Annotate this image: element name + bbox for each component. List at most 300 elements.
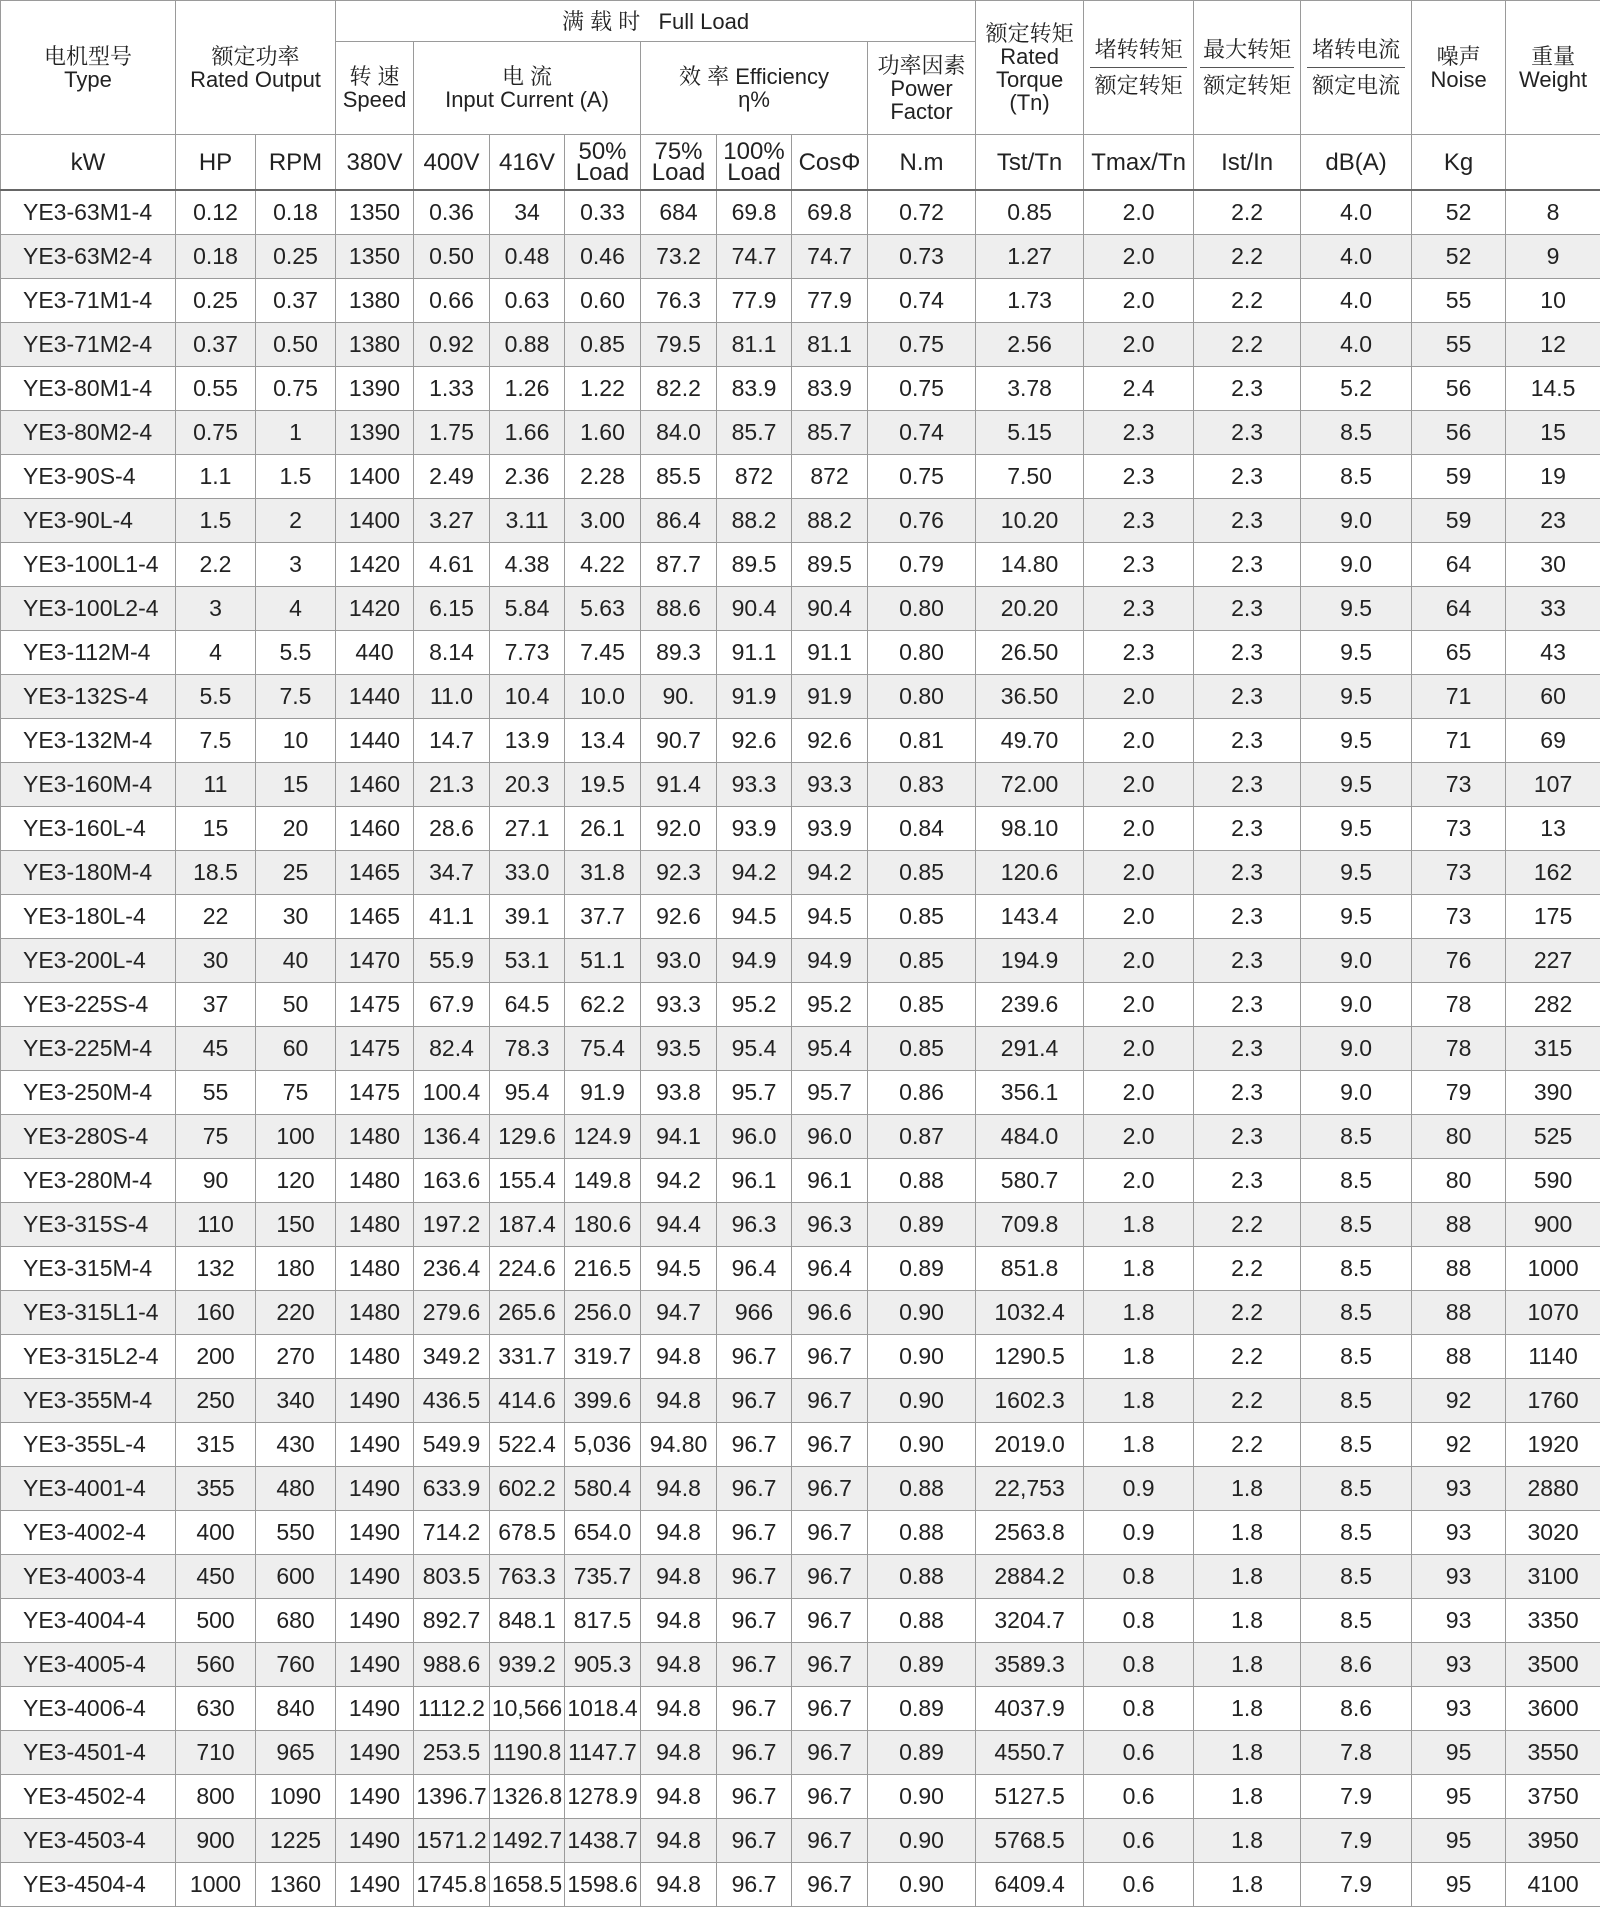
cell-tst-tn: 0.6 [1084,1819,1194,1863]
cell-rated-torque: 1.73 [976,279,1084,323]
cell-type: YE3-4005-4 [1,1643,176,1687]
cell-current-380v: 136.4 [414,1115,490,1159]
table-row [1,1467,1600,1511]
cell-noise: 93 [1412,1555,1506,1599]
cell-current-416v: 0.46 [565,235,641,279]
cell-kw: 800 [176,1775,256,1819]
table-row [1,1071,1600,1115]
cell-tst-tn: 0.9 [1084,1467,1194,1511]
cell-current-380v: 28.6 [414,807,490,851]
cell-noise: 78 [1412,983,1506,1027]
table-row [1,1687,1600,1731]
cell-tst-tn: 1.8 [1084,1247,1194,1291]
cell-type: YE3-200L-4 [1,939,176,983]
cell-ist-in: 8.5 [1301,1115,1412,1159]
cell-tmax-tn: 2.2 [1194,279,1301,323]
cell-eff-50: 90.7 [641,719,717,763]
cell-current-380v: 11.0 [414,675,490,719]
cell-tst-tn: 2.4 [1084,367,1194,411]
cell-eff-50: 92.0 [641,807,717,851]
cell-ist-in: 4.0 [1301,190,1412,235]
cell-weight: 1920 [1506,1423,1600,1467]
cell-tmax-tn: 2.3 [1194,587,1301,631]
cell-rpm: 1490 [336,1511,414,1555]
cell-rpm: 1480 [336,1247,414,1291]
table-row [1,1511,1600,1555]
cell-eff-75: 90.4 [717,587,792,631]
cell-ist-in: 9.0 [1301,1071,1412,1115]
cell-kw: 560 [176,1643,256,1687]
cell-ist-in: 4.0 [1301,323,1412,367]
cell-kw: 55 [176,1071,256,1115]
table-row [1,1247,1600,1291]
cell-current-400v: 20.3 [490,763,565,807]
cell-eff-100: 96.7 [792,1555,868,1599]
cell-eff-100: 96.0 [792,1115,868,1159]
cell-cos-phi: 0.74 [868,411,976,455]
cell-noise: 73 [1412,763,1506,807]
cell-rated-torque: 1.27 [976,235,1084,279]
table-row [1,763,1600,807]
cell-weight: 525 [1506,1115,1600,1159]
cell-weight: 15 [1506,411,1600,455]
cell-current-400v: 33.0 [490,851,565,895]
cell-current-400v: 27.1 [490,807,565,851]
cell-rpm: 440 [336,631,414,675]
cell-type: YE3-4006-4 [1,1687,176,1731]
cell-noise: 95 [1412,1775,1506,1819]
cell-current-416v: 5.63 [565,587,641,631]
cell-ist-in: 8.5 [1301,1423,1412,1467]
cell-ist-in: 9.0 [1301,543,1412,587]
cell-noise: 52 [1412,190,1506,235]
cell-current-416v: 62.2 [565,983,641,1027]
cell-tst-tn: 2.0 [1084,763,1194,807]
cell-ist-in: 9.0 [1301,499,1412,543]
cell-ist-in: 8.5 [1301,1599,1412,1643]
cell-eff-50: 94.8 [641,1379,717,1423]
cell-tmax-tn: 1.8 [1194,1863,1301,1907]
cell-kw: 200 [176,1335,256,1379]
cell-tst-tn: 1.8 [1084,1423,1194,1467]
cell-rpm: 1380 [336,279,414,323]
cell-kw: 7.5 [176,719,256,763]
cell-current-380v: 34.7 [414,851,490,895]
cell-rated-torque: 1290.5 [976,1335,1084,1379]
cell-noise: 73 [1412,807,1506,851]
unit-rpm: RPM [256,135,336,191]
cell-eff-100: 96.7 [792,1511,868,1555]
cell-hp: 15 [256,763,336,807]
cell-ist-in: 8.5 [1301,1335,1412,1379]
unit-380v: 380V [336,135,414,191]
cell-rpm: 1490 [336,1863,414,1907]
cell-weight: 107 [1506,763,1600,807]
cell-eff-75: 96.7 [717,1599,792,1643]
cell-eff-100: 96.7 [792,1731,868,1775]
cell-current-380v: 714.2 [414,1511,490,1555]
cell-eff-75: 96.7 [717,1687,792,1731]
cell-hp: 5.5 [256,631,336,675]
cell-rpm: 1490 [336,1643,414,1687]
cell-current-416v: 735.7 [565,1555,641,1599]
header-type: 电机型号 Type [1,1,176,135]
cell-type: YE3-315M-4 [1,1247,176,1291]
cell-kw: 0.37 [176,323,256,367]
cell-eff-75: 95.2 [717,983,792,1027]
cell-eff-50: 86.4 [641,499,717,543]
cell-current-400v: 1658.5 [490,1863,565,1907]
cell-kw: 160 [176,1291,256,1335]
cell-tst-tn: 2.0 [1084,279,1194,323]
cell-eff-75: 89.5 [717,543,792,587]
cell-rpm: 1380 [336,323,414,367]
cell-current-400v: 2.36 [490,455,565,499]
cell-current-400v: 1190.8 [490,1731,565,1775]
cell-kw: 11 [176,763,256,807]
cell-current-416v: 1147.7 [565,1731,641,1775]
cell-rpm: 1490 [336,1467,414,1511]
table-row [1,1555,1600,1599]
cell-tst-tn: 2.0 [1084,719,1194,763]
cell-current-400v: 13.9 [490,719,565,763]
cell-cos-phi: 0.90 [868,1863,976,1907]
cell-tst-tn: 2.0 [1084,675,1194,719]
cell-rpm: 1480 [336,1335,414,1379]
cell-weight: 8 [1506,190,1600,235]
cell-eff-75: 81.1 [717,323,792,367]
header-rated-output: 额定功率 Rated Output [176,1,336,135]
cell-eff-50: 94.8 [641,1863,717,1907]
cell-noise: 59 [1412,455,1506,499]
cell-eff-50: 73.2 [641,235,717,279]
cell-current-416v: 399.6 [565,1379,641,1423]
cell-kw: 18.5 [176,851,256,895]
cell-type: YE3-160L-4 [1,807,176,851]
cell-hp: 840 [256,1687,336,1731]
cell-cos-phi: 0.86 [868,1071,976,1115]
cell-current-380v: 1112.2 [414,1687,490,1731]
cell-tst-tn: 0.6 [1084,1731,1194,1775]
cell-tmax-tn: 1.8 [1194,1775,1301,1819]
table-row [1,1291,1600,1335]
cell-hp: 20 [256,807,336,851]
unit-416v: 416V [490,135,565,191]
cell-ist-in: 8.5 [1301,1379,1412,1423]
cell-current-380v: 0.66 [414,279,490,323]
cell-current-416v: 26.1 [565,807,641,851]
table-row [1,1027,1600,1071]
cell-eff-75: 74.7 [717,235,792,279]
cell-current-400v: 34 [490,190,565,235]
cell-tst-tn: 1.8 [1084,1335,1194,1379]
cell-current-416v: 13.4 [565,719,641,763]
table-row [1,719,1600,763]
cell-eff-50: 94.8 [641,1335,717,1379]
cell-eff-100: 96.7 [792,1819,868,1863]
cell-ist-in: 8.5 [1301,411,1412,455]
cell-rated-torque: 14.80 [976,543,1084,587]
cell-eff-50: 82.2 [641,367,717,411]
cell-kw: 355 [176,1467,256,1511]
cell-noise: 55 [1412,279,1506,323]
cell-current-416v: 37.7 [565,895,641,939]
cell-current-380v: 549.9 [414,1423,490,1467]
cell-current-400v: 64.5 [490,983,565,1027]
table-row [1,1159,1600,1203]
cell-type: YE3-4502-4 [1,1775,176,1819]
cell-type: YE3-4004-4 [1,1599,176,1643]
cell-ist-in: 8.5 [1301,455,1412,499]
cell-tst-tn: 0.6 [1084,1863,1194,1907]
cell-weight: 14.5 [1506,367,1600,411]
table-row [1,499,1600,543]
cell-ist-in: 8.5 [1301,1203,1412,1247]
table-row [1,190,1600,235]
cell-tmax-tn: 2.3 [1194,895,1301,939]
cell-current-380v: 3.27 [414,499,490,543]
cell-noise: 93 [1412,1643,1506,1687]
cell-eff-100: 96.7 [792,1423,868,1467]
cell-tmax-tn: 2.2 [1194,1291,1301,1335]
cell-cos-phi: 0.90 [868,1775,976,1819]
cell-weight: 43 [1506,631,1600,675]
cell-cos-phi: 0.85 [868,895,976,939]
table-row [1,1335,1600,1379]
cell-tmax-tn: 2.2 [1194,1203,1301,1247]
cell-kw: 45 [176,1027,256,1071]
cell-eff-50: 94.1 [641,1115,717,1159]
cell-current-416v: 31.8 [565,851,641,895]
cell-noise: 79 [1412,1071,1506,1115]
cell-rpm: 1480 [336,1159,414,1203]
cell-hp: 340 [256,1379,336,1423]
cell-current-416v: 1.60 [565,411,641,455]
cell-noise: 93 [1412,1687,1506,1731]
cell-rpm: 1490 [336,1687,414,1731]
cell-kw: 900 [176,1819,256,1863]
cell-current-380v: 6.15 [414,587,490,631]
cell-weight: 3500 [1506,1643,1600,1687]
cell-eff-50: 87.7 [641,543,717,587]
cell-current-400v: 602.2 [490,1467,565,1511]
cell-cos-phi: 0.88 [868,1511,976,1555]
cell-rpm: 1490 [336,1775,414,1819]
cell-cos-phi: 0.81 [868,719,976,763]
cell-ist-in: 7.8 [1301,1731,1412,1775]
cell-tmax-tn: 2.3 [1194,411,1301,455]
cell-current-380v: 8.14 [414,631,490,675]
cell-noise: 88 [1412,1203,1506,1247]
cell-noise: 78 [1412,1027,1506,1071]
cell-eff-50: 94.8 [641,1511,717,1555]
cell-current-416v: 10.0 [565,675,641,719]
cell-eff-50: 94.8 [641,1687,717,1731]
cell-eff-75: 96.7 [717,1775,792,1819]
cell-weight: 9 [1506,235,1600,279]
cell-current-400v: 155.4 [490,1159,565,1203]
cell-current-416v: 91.9 [565,1071,641,1115]
cell-eff-75: 872 [717,455,792,499]
cell-noise: 71 [1412,675,1506,719]
cell-eff-75: 88.2 [717,499,792,543]
cell-weight: 1070 [1506,1291,1600,1335]
unit-cos-phi: CosΦ [792,135,868,191]
cell-tst-tn: 0.8 [1084,1599,1194,1643]
cell-eff-100: 96.7 [792,1863,868,1907]
cell-tst-tn: 0.8 [1084,1555,1194,1599]
cell-tmax-tn: 2.3 [1194,851,1301,895]
cell-kw: 37 [176,983,256,1027]
cell-noise: 93 [1412,1467,1506,1511]
cell-weight: 23 [1506,499,1600,543]
cell-noise: 92 [1412,1423,1506,1467]
header-locked-torque-ratio: 堵转转矩 额定转矩 [1084,1,1194,135]
cell-eff-100: 95.2 [792,983,868,1027]
cell-type: YE3-63M1-4 [1,190,176,235]
cell-eff-100: 96.1 [792,1159,868,1203]
header-speed: 转 速 Speed [336,42,414,135]
cell-current-400v: 187.4 [490,1203,565,1247]
cell-ist-in: 4.0 [1301,279,1412,323]
cell-weight: 30 [1506,543,1600,587]
cell-cos-phi: 0.88 [868,1555,976,1599]
cell-current-416v: 319.7 [565,1335,641,1379]
cell-tst-tn: 2.0 [1084,983,1194,1027]
cell-eff-50: 88.6 [641,587,717,631]
cell-kw: 250 [176,1379,256,1423]
cell-eff-100: 94.5 [792,895,868,939]
cell-eff-50: 94.5 [641,1247,717,1291]
header-input-current: 电 流 Input Current (A) [414,42,641,135]
cell-cos-phi: 0.80 [868,675,976,719]
cell-ist-in: 8.5 [1301,1291,1412,1335]
cell-ist-in: 8.6 [1301,1687,1412,1731]
cell-tmax-tn: 2.3 [1194,543,1301,587]
cell-hp: 220 [256,1291,336,1335]
cell-cos-phi: 0.80 [868,631,976,675]
cell-type: YE3-4504-4 [1,1863,176,1907]
cell-ist-in: 4.0 [1301,235,1412,279]
unit-100-load: 100% Load [717,135,792,191]
cell-rpm: 1490 [336,1555,414,1599]
cell-weight: 162 [1506,851,1600,895]
unit-ist-in: Ist/In [1194,135,1301,191]
cell-type: YE3-80M1-4 [1,367,176,411]
cell-current-380v: 1396.7 [414,1775,490,1819]
cell-ist-in: 8.5 [1301,1511,1412,1555]
cell-current-400v: 10,566 [490,1687,565,1731]
cell-rated-torque: 2019.0 [976,1423,1084,1467]
cell-ist-in: 9.5 [1301,807,1412,851]
cell-tst-tn: 2.0 [1084,1071,1194,1115]
cell-current-400v: 0.88 [490,323,565,367]
cell-eff-50: 93.5 [641,1027,717,1071]
cell-rated-torque: 291.4 [976,1027,1084,1071]
cell-eff-75: 94.5 [717,895,792,939]
cell-eff-75: 96.7 [717,1335,792,1379]
table-row [1,411,1600,455]
unit-nm: N.m [868,135,976,191]
cell-rpm: 1490 [336,1731,414,1775]
cell-tst-tn: 2.3 [1084,499,1194,543]
cell-noise: 80 [1412,1115,1506,1159]
cell-hp: 0.25 [256,235,336,279]
cell-hp: 25 [256,851,336,895]
cell-type: YE3-315L1-4 [1,1291,176,1335]
cell-eff-100: 96.7 [792,1687,868,1731]
table-row [1,455,1600,499]
cell-eff-50: 92.6 [641,895,717,939]
cell-tmax-tn: 2.3 [1194,367,1301,411]
cell-rpm: 1400 [336,455,414,499]
cell-kw: 630 [176,1687,256,1731]
cell-eff-100: 96.3 [792,1203,868,1247]
cell-rpm: 1470 [336,939,414,983]
cell-type: YE3-71M1-4 [1,279,176,323]
cell-noise: 56 [1412,411,1506,455]
cell-hp: 60 [256,1027,336,1071]
cell-rpm: 1390 [336,411,414,455]
cell-noise: 52 [1412,235,1506,279]
cell-type: YE3-80M2-4 [1,411,176,455]
cell-cos-phi: 0.85 [868,983,976,1027]
cell-current-400v: 848.1 [490,1599,565,1643]
cell-current-380v: 163.6 [414,1159,490,1203]
cell-type: YE3-132S-4 [1,675,176,719]
cell-rated-torque: 3204.7 [976,1599,1084,1643]
table-row [1,1863,1600,1907]
cell-tst-tn: 2.3 [1084,631,1194,675]
cell-ist-in: 8.6 [1301,1643,1412,1687]
cell-rated-torque: 98.10 [976,807,1084,851]
cell-tst-tn: 2.3 [1084,543,1194,587]
header-max-torque-ratio: 最大转矩 额定转矩 [1194,1,1301,135]
cell-noise: 73 [1412,895,1506,939]
cell-tmax-tn: 2.3 [1194,499,1301,543]
unit-50-load: 50% Load [565,135,641,191]
cell-tmax-tn: 2.3 [1194,983,1301,1027]
cell-kw: 30 [176,939,256,983]
cell-weight: 12 [1506,323,1600,367]
cell-noise: 88 [1412,1291,1506,1335]
cell-current-416v: 1438.7 [565,1819,641,1863]
cell-rated-torque: 3.78 [976,367,1084,411]
cell-ist-in: 7.9 [1301,1775,1412,1819]
cell-tmax-tn: 2.2 [1194,1379,1301,1423]
cell-tmax-tn: 2.2 [1194,1423,1301,1467]
cell-tst-tn: 2.0 [1084,190,1194,235]
cell-noise: 56 [1412,367,1506,411]
cell-rated-torque: 5127.5 [976,1775,1084,1819]
cell-rated-torque: 10.20 [976,499,1084,543]
cell-eff-75: 94.2 [717,851,792,895]
cell-rpm: 1480 [336,1203,414,1247]
cell-eff-100: 91.9 [792,675,868,719]
cell-eff-75: 96.7 [717,1819,792,1863]
cell-current-380v: 279.6 [414,1291,490,1335]
cell-rated-torque: 26.50 [976,631,1084,675]
cell-eff-50: 76.3 [641,279,717,323]
cell-ist-in: 9.5 [1301,895,1412,939]
cell-rated-torque: 356.1 [976,1071,1084,1115]
cell-eff-100: 95.7 [792,1071,868,1115]
cell-current-380v: 67.9 [414,983,490,1027]
cell-cos-phi: 0.90 [868,1379,976,1423]
cell-tmax-tn: 2.3 [1194,631,1301,675]
cell-eff-50: 90. [641,675,717,719]
cell-current-416v: 817.5 [565,1599,641,1643]
